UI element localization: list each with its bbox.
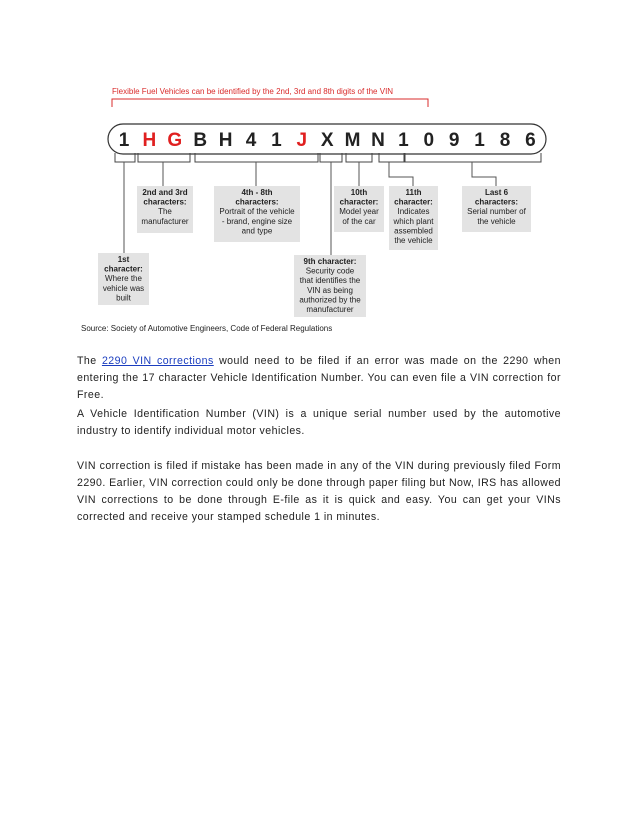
vin-char-10: M: [344, 130, 361, 151]
label-c9-line-6: manufacturer: [306, 305, 354, 314]
vin-char-7: 1: [271, 130, 282, 151]
vin-char-1: 1: [118, 130, 130, 151]
vin-char-2: H: [142, 130, 157, 151]
intro-before: The: [77, 355, 102, 367]
label-c1-line-2: character:: [104, 264, 143, 274]
label-c23-line-1: 2nd and 3rd: [142, 188, 188, 197]
label-c11-line-4: which plant: [393, 216, 434, 226]
label-c48-line-4: - brand, engine size: [221, 216, 293, 226]
paragraph-intro: [77, 353, 561, 404]
label-c9-line-3: that identifies the: [299, 276, 361, 286]
banner-text: Flexible Fuel Vehicles can be identified by the 2nd, 3rd and 8th digits of the VIN: [112, 87, 394, 96]
label-c48-line-3: Portrait of the vehicle: [219, 207, 295, 217]
vin-char-15: 1: [474, 130, 485, 151]
label-c48-line-2: characters:: [235, 197, 279, 207]
label-c6-line-2: characters:: [474, 197, 519, 207]
vin-char-9: X: [320, 130, 334, 151]
vin-char-11: N: [371, 130, 385, 151]
label-c10-line-1: 10th: [350, 188, 368, 197]
vin-char-16: 8: [499, 130, 511, 151]
label-c1-line-1: 1st: [117, 255, 130, 264]
banner-bracket: [112, 99, 428, 107]
label-c6-line-1: Last 6: [484, 188, 509, 197]
label-c10-line-4: of the car: [342, 216, 376, 226]
connector-11th: [389, 162, 413, 186]
label-c1-line-5: built: [116, 293, 131, 303]
intro-after: would need to be filed if an error was made on the 2290 when entering the 17 character Vehicle Identification Number. You can even file a VIN correction for Free.: [77, 355, 561, 401]
vin-char-3: G: [167, 130, 183, 151]
paragraph-correction: VIN correction is filed if mistake has been made in any of the VIN during previously filed Form 2290. Earlier, VIN correction could only be done through paper filing but Now, IRS has allowed VIN corrections to be done through E-file as it is quick and easy. You can get your VINs corrected and receive your stamped schedule 1 in minutes.: [77, 460, 561, 523]
label-c6-line-3: Serial number of: [467, 207, 526, 217]
label-c23-line-2: characters:: [143, 197, 187, 207]
source-line: Source: Society of Automotive Engineers, Code of Federal Regulations: [81, 324, 333, 333]
label-c9-line-2: Security code: [305, 266, 355, 276]
vin-char-17: 6: [525, 130, 536, 151]
label-c10-line-3: Model year: [339, 207, 379, 217]
label-c48-line-5: and type: [241, 226, 273, 236]
label-c48-line-1: 4th - 8th: [241, 188, 273, 197]
label-c1-line-4: vehicle was: [102, 283, 145, 293]
label-c11-line-3: Indicates: [397, 207, 430, 217]
connector-last6: [472, 162, 496, 186]
vin-char-8: J: [296, 130, 308, 151]
label-c1-line-3: Where the: [105, 274, 142, 284]
label-c11-line-5: assembled: [394, 226, 433, 236]
vin-char-12: 1: [398, 130, 409, 151]
label-c11-line-2: character:: [394, 197, 433, 207]
label-c6-line-4: the vehicle: [477, 216, 516, 226]
label-c9-line-1: 9th character:: [303, 257, 357, 266]
vin-characters: [119, 130, 536, 151]
label-c10-line-2: character:: [339, 197, 379, 207]
label-c9-line-5: authorized by the: [299, 295, 361, 305]
vin-diagram: [0, 0, 638, 345]
paragraph-definition: A Vehicle Identification Number (VIN) is a unique serial number used by the automotive industry to identify individual motor vehicles.: [77, 408, 561, 437]
vin-char-13: 0: [423, 130, 435, 151]
label-c11-line-1: 11th: [405, 188, 422, 197]
label-c9-line-4: VIN as being: [307, 285, 353, 295]
vin-char-4: B: [193, 130, 208, 151]
vin-char-14: 9: [448, 130, 460, 151]
label-c11-line-6: the vehicle: [394, 236, 433, 245]
label-c23-line-4: manufacturer: [141, 216, 189, 226]
vin-char-5: H: [218, 130, 233, 151]
vin-char-6: 4: [245, 130, 257, 151]
vin-corrections-link[interactable]: 2290 VIN corrections: [101, 355, 214, 367]
label-c23-line-3: The: [158, 207, 172, 217]
